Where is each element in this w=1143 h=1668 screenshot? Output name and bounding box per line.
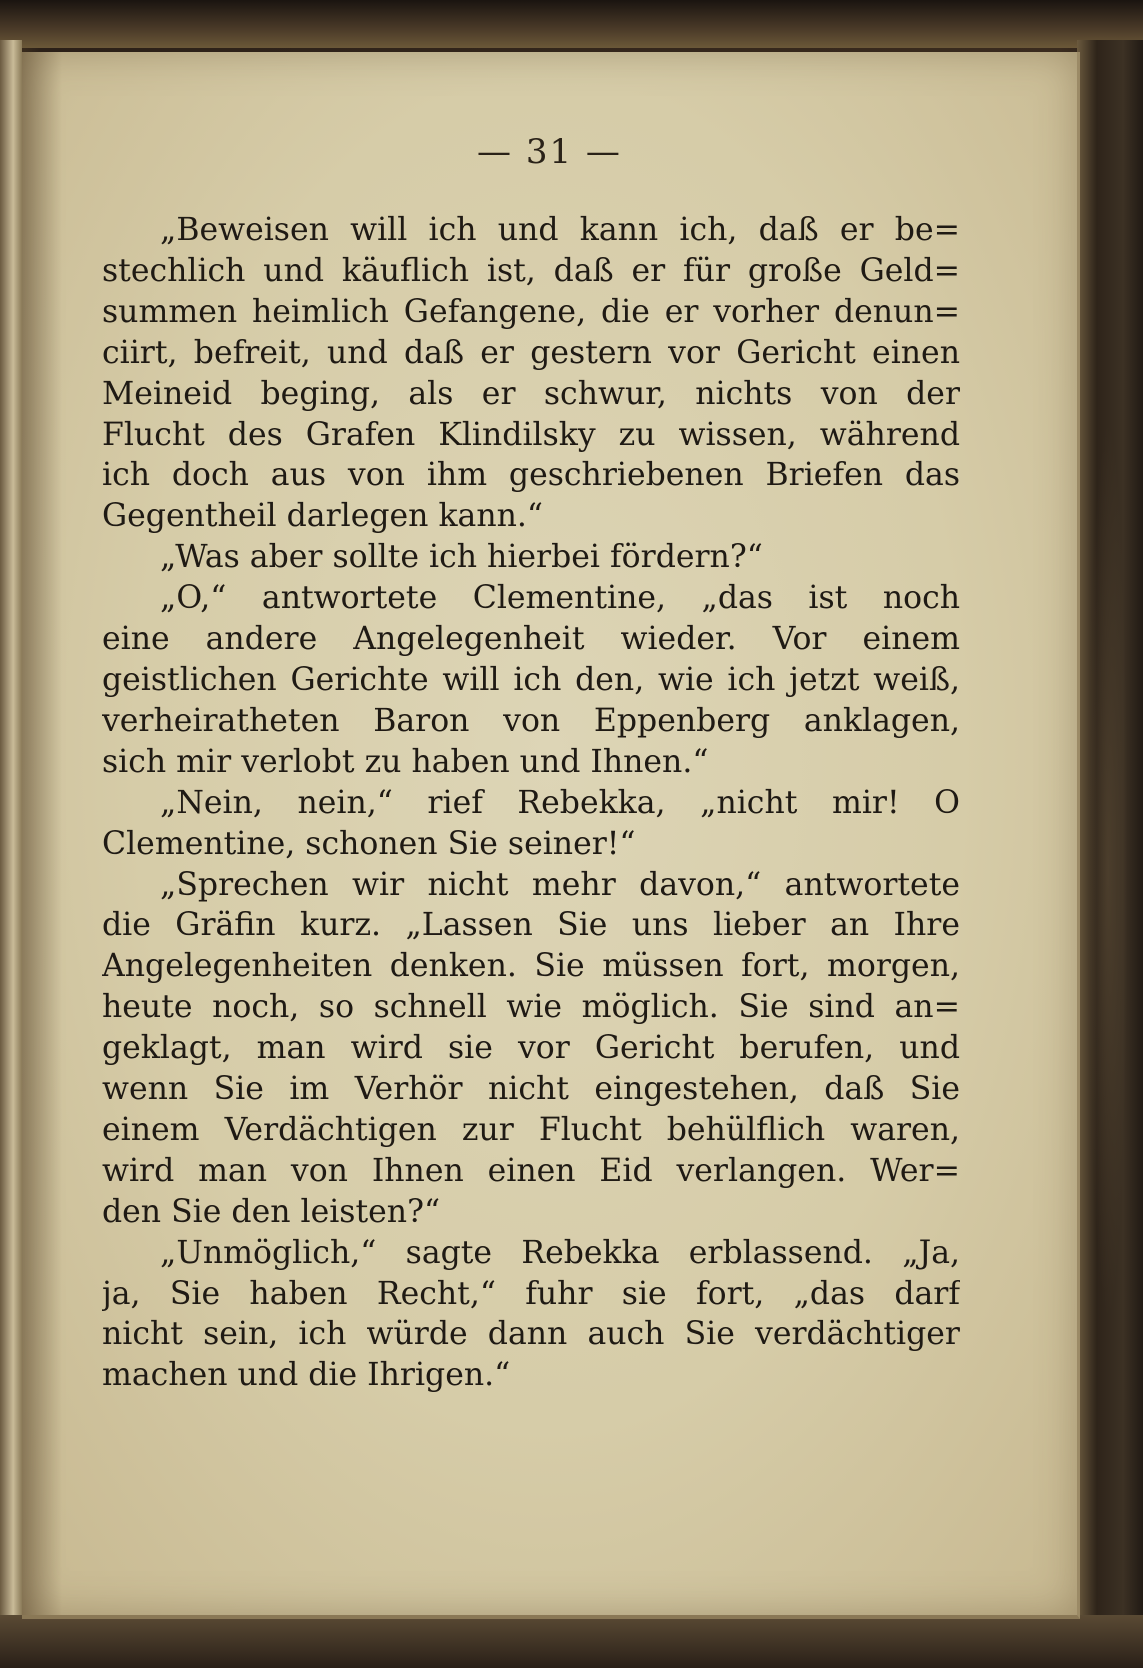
text-line: ciirt, befreit, und daß er gestern vor Gericht einen (102, 334, 960, 371)
text-line: geistlichen Gerichte will ich den, wie ich jetzt weiß, (102, 661, 960, 698)
text-line: ich doch aus von ihm geschriebenen Briefen das (102, 457, 960, 494)
text-line: wird man von Ihnen einen Eid verlangen. Wer= (102, 1152, 960, 1189)
cover-stain (1088, 420, 1128, 1320)
text-line: ja, Sie haben Recht,“ fuhr sie fort, „das darf (102, 1275, 960, 1312)
text-line: den Sie den leisten?“ (102, 1193, 441, 1230)
text-line: heute noch, so schnell wie möglich. Sie sind an= (102, 989, 960, 1026)
text-line: nicht sein, ich würde dann auch Sie verdächtiger (102, 1316, 960, 1353)
facing-page-edge (0, 40, 22, 1650)
book-page (22, 52, 1080, 1619)
text-line: „Beweisen will ich und kann ich, daß er be= (160, 212, 960, 248)
text-line: machen und die Ihrigen.“ (102, 1357, 511, 1394)
paragraph (102, 1233, 960, 1397)
paragraph (102, 865, 960, 1233)
text-line: Angelegenheiten denken. Sie müssen fort, morgen, (102, 948, 960, 985)
paragraph (102, 783, 960, 865)
text-line: sich mir verlobt zu haben und Ihnen.“ (102, 743, 709, 780)
text-line: eine andere Angelegenheit wieder. Vor einem (102, 621, 960, 658)
body-text (102, 210, 960, 1396)
text-line: verheiratheten Baron von Eppenberg anklagen, (102, 702, 960, 739)
text-line: Gegentheil darlegen kann.“ (102, 498, 544, 535)
gutter-shadow (22, 52, 62, 1615)
paragraph (102, 537, 960, 578)
text-line: summen heimlich Gefangene, die er vorher denun= (102, 293, 960, 330)
text-line: die Gräfin kurz. „Lassen Sie uns lieber an Ihre (102, 907, 960, 944)
paragraph (102, 578, 960, 783)
text-line: „Sprechen wir nicht mehr davon,“ antwortete (160, 866, 960, 903)
paragraph (102, 210, 960, 537)
text-line: „Nein, nein,“ rief Rebekka, „nicht mir! O (160, 784, 960, 821)
page-number: — 31 — (477, 132, 622, 172)
text-line: „O,“ antwortete Clementine, „das ist noch (160, 580, 960, 617)
text-line: stechlich und käuflich ist, daß er für große Geld= (102, 252, 960, 289)
text-line: „Was aber sollte ich hierbei fördern?“ (160, 539, 763, 576)
text-line: einem Verdächtigen zur Flucht behülflich waren, (102, 1111, 960, 1148)
text-line: wenn Sie im Verhör nicht eingestehen, daß Sie (102, 1071, 960, 1108)
text-line: geklagt, man wird sie vor Gericht berufen, und (102, 1030, 960, 1067)
text-line: Flucht des Grafen Klindilsky zu wissen, während (102, 416, 960, 453)
text-line: Meineid beging, als er schwur, nichts von der (102, 375, 960, 412)
text-line: Clementine, schonen Sie seiner!“ (102, 825, 636, 862)
book-bottom-edge (0, 1615, 1143, 1668)
text-line: „Unmöglich,“ sagte Rebekka erblassend. „Ja, (160, 1234, 960, 1271)
book-top-edge (0, 0, 1143, 48)
